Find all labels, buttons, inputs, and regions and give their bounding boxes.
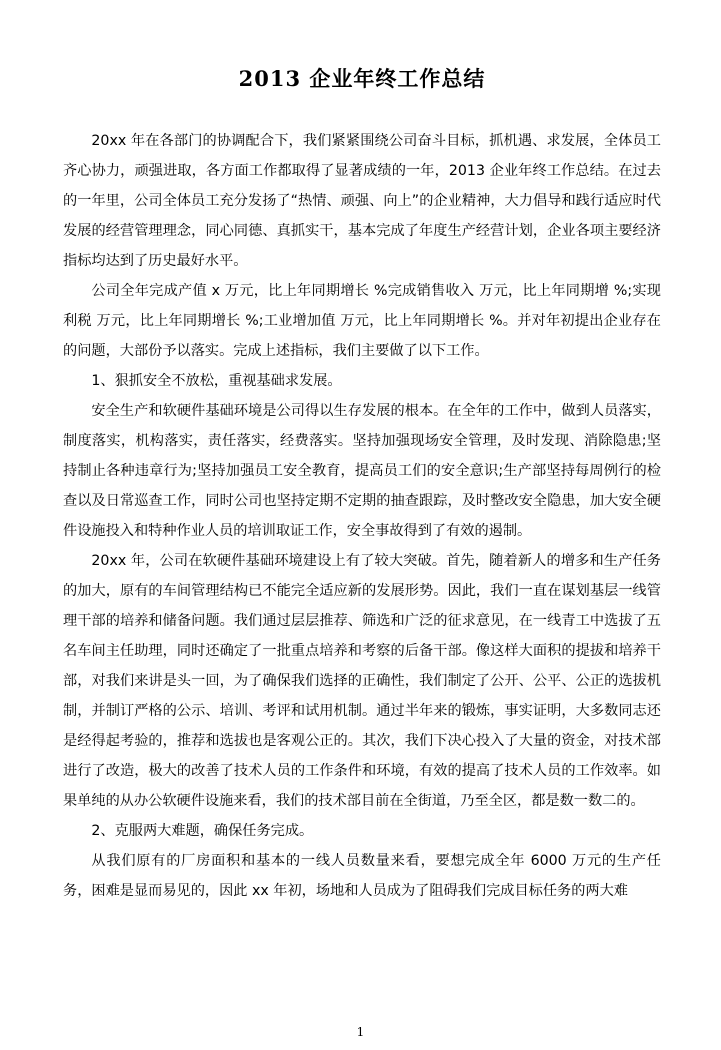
page-title: 2013 企业年终工作总结	[238, 66, 486, 91]
heading-item-2: 2、克服两大难题，确保任务完成。	[91, 823, 314, 839]
paragraph-safety-production: 安全生产和软硬件基础环境是公司得以生存发展的根本。在全年的工作中，做到人员落实，制度落实，机构落实，责任落实，经费落实。坚持加强现场安全管理，及时发现、消除隐患;坚持制止各种违章行为;坚持加强员工安全教育，提高员工们的安全意识;生产部坚持每周例行的检查以及日常巡查工作，同时公司也坚持定期不定期的抽查跟踪，及时整改安全隐患，加大安全硬件设施投入和特种作业人员的培训取证工作，安全事故得到了有效的遏制。	[63, 403, 661, 539]
heading-item-1: 1、狠抓安全不放松，重视基础求发展。	[91, 373, 342, 389]
paragraph-financial-indicators: 公司全年完成产值 x 万元，比上年同期增长 %完成销售收入 万元，比上年同期增 %;实现利税 万元，比上年同期增长 %;工业增加值 万元，比上年同期增长 %。并对年初提出企业存在的问题，大部份予以落实。完成上述指标，我们主要做了以下工作。	[63, 283, 661, 359]
paragraph-intro: 20xx 年在各部门的协调配合下，我们紧紧围绕公司奋斗目标，抓机遇、求发展，全体员工齐心协力，顽强进取，各方面工作都取得了显著成绩的一年，2013 企业年终工作总结。在过去的一年里，公司全体员工充分发扬了“热情、顽强、向上”的企业精神，大力倡导和践行适应时代发展的经营管理理念，同心同德、真抓实干，基本完成了年度生产经营计划，企业各项主要经济指标均达到了历史最好水平。	[63, 133, 661, 269]
page-number: 1	[356, 1025, 365, 1039]
document-content	[63, 0, 661, 906]
paragraph-infrastructure-breakthrough: 20xx 年，公司在软硬件基础环境建设上有了较大突破。首先，随着新人的增多和生产任务的加大，原有的车间管理结构已不能完全适应新的发展形势。因此，我们一直在谋划基层一线管理干部的培养和储备问题。我们通过层层推荐、筛选和广泛的征求意见，在一线青工中选拔了五名车间主任助理，同时还确定了一批重点培养和考察的后备干部。像这样大面积的提拔和培养干部，对我们来讲是头一回，为了确保我们选择的正确性，我们制定了公开、公平、公正的选拔机制，并制订严格的公示、培训、考评和试用机制。通过半年来的锻炼，事实证明，大多数同志还是经得起考验的，推荐和选拔也是客观公正的。其次，我们下决心投入了大量的资金，对技术部进行了改造，极大的改善了技术人员的工作条件和环境，有效的提高了技术人员的工作效率。如果单纯的从办公软硬件设施来看，我们的技术部目前在全街道，乃至全区，都是数一数二的。	[63, 553, 661, 809]
document-body	[63, 126, 661, 906]
paragraph-two-difficulties: 从我们原有的厂房面积和基本的一线人员数量来看，要想完成全年 6000 万元的生产任务，困难是显而易见的，因此 xx 年初，场地和人员成为了阻碍我们完成目标任务的两大难	[63, 853, 661, 899]
